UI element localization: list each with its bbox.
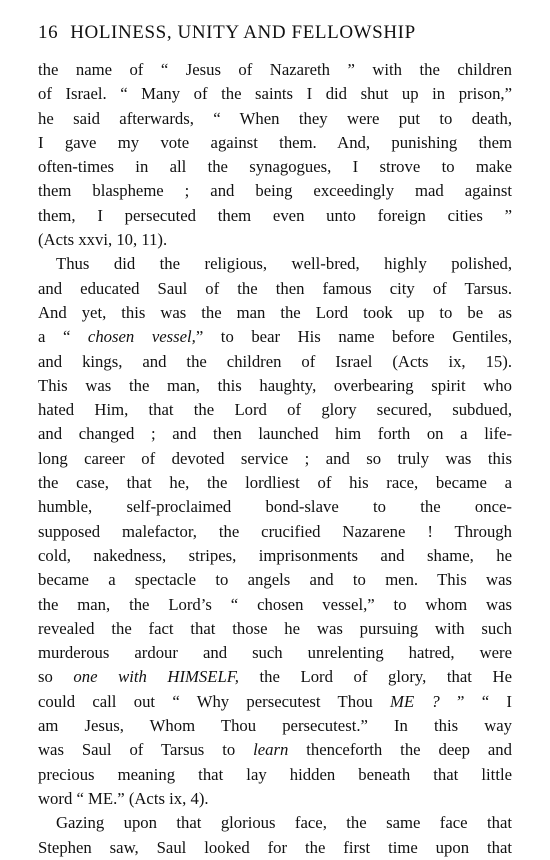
- text-line: I gave my vote against them. And, punishing them: [38, 132, 512, 152]
- text-line: them, I persecuted them even unto foreign cities ”: [38, 205, 512, 225]
- text-segment: so: [38, 667, 74, 687]
- text-line: word “ ME.” (Acts ix, 4).: [38, 788, 209, 808]
- text-segment: ” to bear His name before Gentiles,: [195, 327, 512, 347]
- text-line: am Jesus, Whom Thou persecutest.” In this way: [38, 716, 512, 736]
- text-line: [38, 325, 512, 349]
- body-text: [38, 58, 512, 860]
- running-header: [38, 22, 512, 50]
- text-line: [38, 690, 512, 714]
- text-line: and kings, and the children of Israel (Acts ix, 15).: [38, 351, 512, 371]
- text-line: and educated Saul of the then famous city of Tarsus.: [38, 278, 512, 298]
- italic-emphasis: learn: [253, 740, 289, 760]
- page-number: 16: [38, 22, 59, 43]
- text-segment: could call out “ Why persecutest Thou: [38, 691, 391, 711]
- text-line: often-times in all the synagogues, I strove to make: [38, 157, 512, 177]
- italic-emphasis: ME ?: [390, 691, 440, 711]
- text-segment: the Lord of glory, that He: [238, 667, 512, 687]
- text-line: and changed ; and then launched him forth on a life-: [38, 424, 512, 444]
- text-line: [38, 665, 512, 689]
- text-line: And yet, this was the man the Lord took up to be as: [38, 302, 512, 322]
- text-line: revealed the fact that those he was pursuing with such: [38, 618, 512, 638]
- text-line: them blaspheme ; and being exceedingly mad against: [38, 181, 512, 201]
- text-line: long career of devoted service ; and so truly was this: [38, 448, 512, 468]
- text-segment: ” “ I: [439, 691, 512, 711]
- text-line: Gazing upon that glorious face, the same face that: [56, 813, 512, 833]
- italic-emphasis: one with HIMSELF,: [73, 667, 239, 687]
- text-segment: thenceforth the deep and: [288, 740, 512, 760]
- italic-emphasis: chosen vessel,: [87, 327, 196, 347]
- text-line: he said afterwards, “ When they were put to death,: [38, 108, 512, 128]
- text-line: precious meaning that lay hidden beneath that little: [38, 764, 512, 784]
- text-segment: a “: [38, 327, 88, 347]
- text-segment: was Saul of Tarsus to: [38, 740, 254, 760]
- text-line: the name of “ Jesus of Nazareth ” with the children: [38, 60, 512, 79]
- text-line: cold, nakedness, stripes, imprisonments and shame, he: [38, 545, 512, 565]
- text-line: of Israel. “ Many of the saints I did shut up in prison,”: [38, 84, 512, 104]
- text-line: became a spectacle to angels and to men. This was: [38, 570, 512, 590]
- text-line: the man, the Lord’s “ chosen vessel,” to whom was: [38, 594, 512, 614]
- text-line: (Acts xxvi, 10, 11).: [38, 230, 168, 250]
- text-line: Stephen saw, Saul looked for the first time upon that: [38, 837, 512, 857]
- text-line: murderous ardour and such unrelenting hatred, were: [38, 643, 512, 663]
- text-line: supposed malefactor, the crucified Nazarene ! Through: [38, 521, 512, 541]
- text-line: This was the man, this haughty, overbearing spirit who: [38, 375, 512, 395]
- running-title: HOLINESS, UNITY AND FELLOWSHIP: [70, 22, 416, 43]
- text-line: [38, 738, 512, 762]
- text-line: humble, self-proclaimed bond-slave to the once-: [38, 497, 512, 517]
- text-line: hated Him, that the Lord of glory secured, subdued,: [38, 400, 512, 420]
- text-line: the case, that he, the lordliest of his race, became a: [38, 473, 512, 493]
- text-line: Thus did the religious, well-bred, highly polished,: [56, 254, 512, 274]
